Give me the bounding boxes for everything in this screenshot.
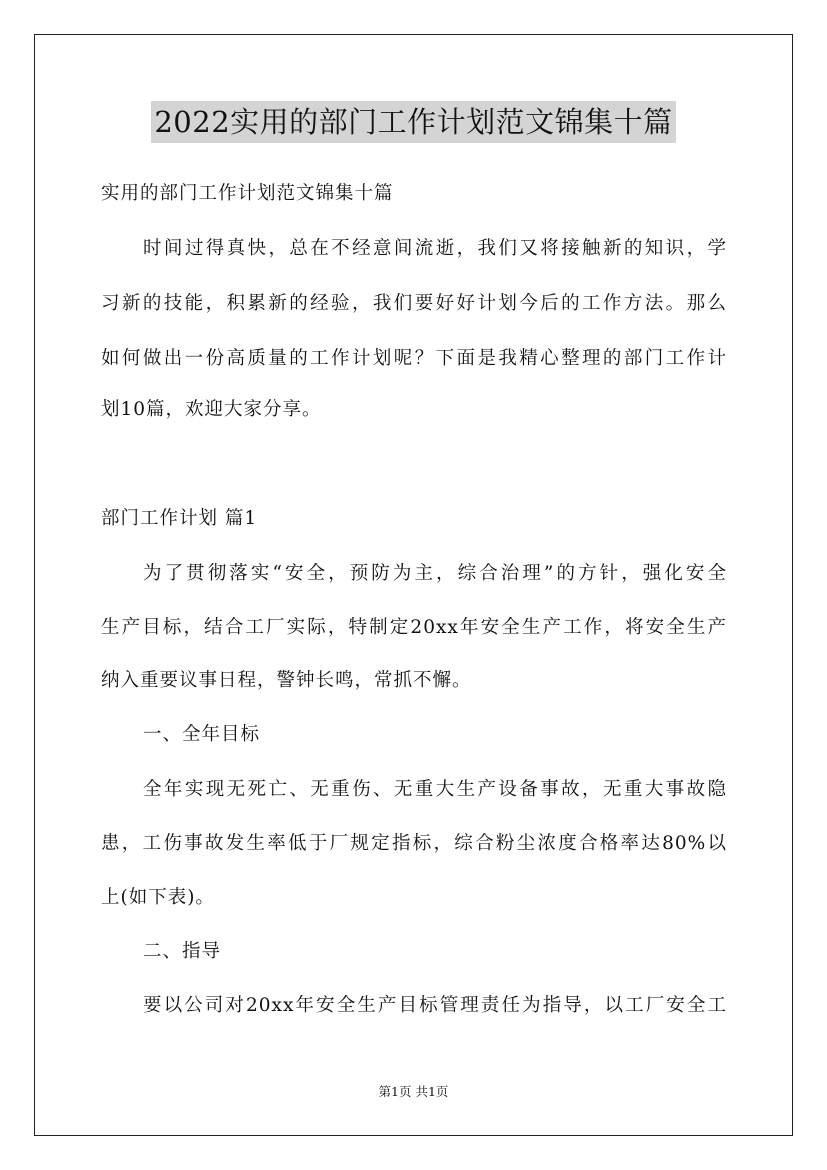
heading-guidance: 二、指导: [143, 941, 222, 962]
intro-line-3: 如何做出一份高质量的工作计划呢？下面是我精心整理的部门工作计: [101, 348, 727, 369]
para3-line-1: 要以公司对20xx年安全生产目标管理责任为指导，以工厂安全工: [143, 995, 727, 1016]
heading-annual-goals: 一、全年目标: [143, 724, 261, 745]
page-footer: 第1页 共1页: [378, 1084, 449, 1099]
para2-line-1: 全年实现无死亡、无重伤、无重大生产设备事故，无重大事故隐: [143, 779, 727, 800]
intro-line-2: 习新的技能，积累新的经验，我们要好好计划今后的工作方法。那么: [101, 293, 727, 314]
para2-line-2: 患，工伤事故发生率低于厂规定指标，综合粉尘浓度合格率达80%以: [101, 833, 727, 854]
intro-line-1: 时间过得真快，总在不经意间流逝，我们又将接触新的知识，学: [143, 238, 727, 259]
intro-line-4: 划10篇，欢迎大家分享。: [101, 399, 322, 420]
para1-line-2: 生产目标，结合工厂实际，特制定20xx年安全生产工作，将安全生产: [101, 617, 727, 638]
para1-line-3: 纳入重要议事日程，警钟长鸣，常抓不懈。: [101, 670, 472, 691]
document-title: 2022实用的部门工作计划范文锦集十篇: [151, 101, 675, 143]
title-container: [0, 101, 827, 143]
document-subtitle: 实用的部门工作计划范文锦集十篇: [101, 183, 394, 204]
para2-line-3: 上(如下表)。: [101, 887, 215, 908]
section-heading: 部门工作计划 篇1: [101, 508, 258, 529]
para1-line-1: 为了贯彻落实“安全，预防为主，综合治理”的方针，强化安全: [143, 563, 727, 584]
